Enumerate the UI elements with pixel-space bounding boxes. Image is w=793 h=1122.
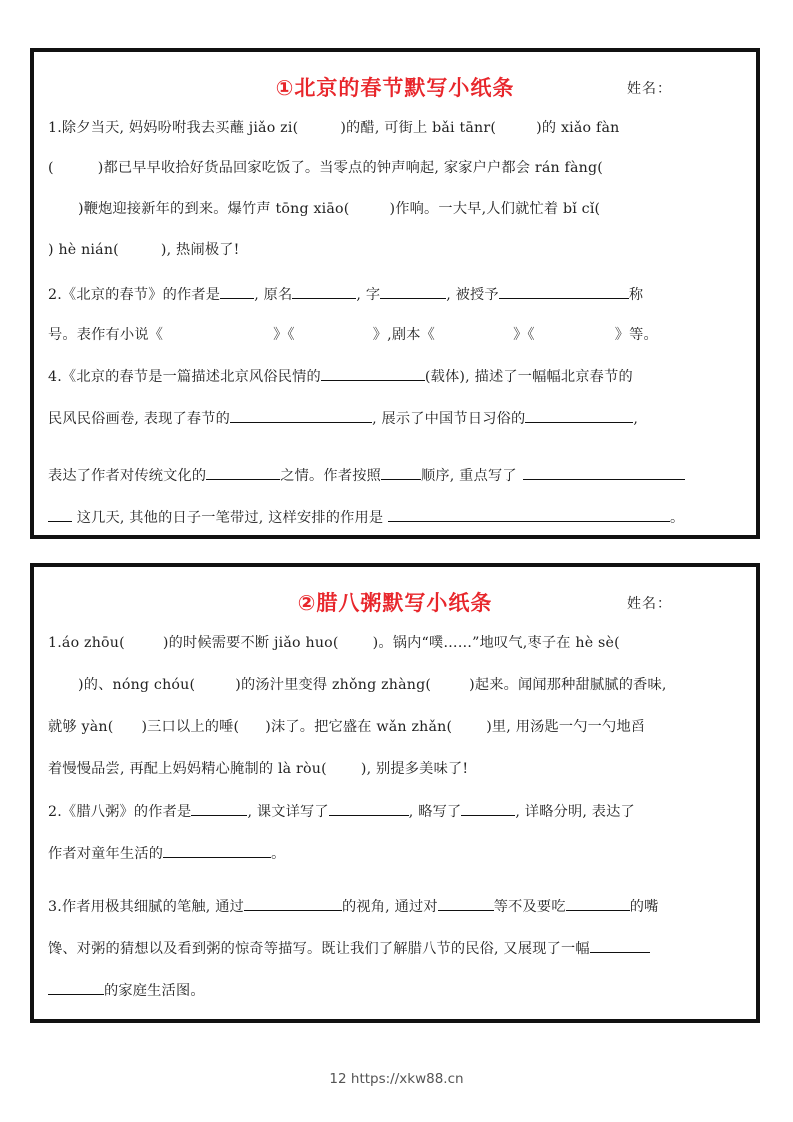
text-segment: 2.《腊八粥》的作者是 (48, 804, 192, 820)
text-segment: 的视角, 通过对 (342, 899, 438, 915)
text-segment: 》,剧本《 (372, 327, 436, 343)
text-segment: 称 (628, 287, 644, 303)
text-segment: , (633, 411, 639, 427)
question-line (48, 675, 742, 695)
text-segment: , 展示了中国节日习俗的 (372, 411, 526, 427)
name-label: 姓名： (627, 81, 672, 97)
text-segment: , 详略分明, 表达了 (515, 804, 635, 820)
card-header (34, 587, 756, 623)
question-line (48, 843, 742, 864)
answer-blank[interactable] (499, 284, 629, 299)
dictation-card-beijing-spring-festival (30, 48, 760, 539)
text-segment: 1.除夕当天, 妈妈吩咐我去买蘸 jiǎo zi( (48, 120, 299, 136)
question-line (48, 284, 742, 305)
text-segment: )的汤汁里变得 zhǒng zhàng( (235, 677, 432, 693)
answer-blank[interactable] (230, 408, 372, 423)
answer-blank[interactable] (48, 980, 104, 995)
answer-blank[interactable] (163, 843, 271, 858)
text-segment: 。 (670, 510, 685, 526)
question-line (48, 465, 742, 486)
card-title: ②腊八粥默写小纸条 (297, 591, 493, 615)
question-line (48, 158, 742, 178)
answer-blank[interactable] (381, 465, 421, 480)
text-segment: 》《 (273, 327, 295, 343)
text-segment: )沫了。把它盛在 wǎn zhǎn( (265, 719, 453, 735)
answer-blank[interactable] (380, 284, 446, 299)
question-line (48, 759, 742, 779)
text-segment: 。 (271, 846, 286, 862)
answer-blank[interactable] (388, 507, 670, 522)
text-segment: 等不及要吃 (493, 899, 566, 915)
text-segment: )的 xiǎo fàn (536, 120, 620, 136)
question-line (48, 896, 742, 917)
card-header (34, 72, 756, 108)
text-segment: 这几天, 其他的日子一笔带过, 这样安排的作用是 (72, 510, 389, 526)
text-segment: ), 别提多美味了! (360, 761, 469, 777)
text-segment: ( (48, 160, 54, 176)
question-line (48, 240, 742, 260)
text-segment: )都已早早收拾好货品回家吃饭了。当零点的钟声响起, 家家户户都会 rán fàng( (97, 160, 604, 176)
card-title: ①北京的春节默写小纸条 (275, 76, 515, 100)
answer-blank[interactable] (461, 801, 515, 816)
text-segment: ) hè nián( (48, 242, 119, 258)
text-segment: 3.作者用极其细腻的笔触, 通过 (48, 899, 245, 915)
text-segment: )起来。闻闻那种甜腻腻的香味, (469, 677, 667, 693)
question-line (48, 408, 742, 429)
text-segment: , 略写了 (408, 804, 462, 820)
text-segment: , 被授予 (446, 287, 499, 303)
question-line (48, 633, 742, 653)
question-line (48, 325, 742, 345)
text-segment: )鞭炮迎接新年的到来。爆竹声 tōng xiāo( (78, 201, 350, 217)
text-segment: 表达了作者对传统文化的 (48, 468, 207, 484)
text-segment: 1.áo zhōu( (48, 635, 125, 651)
answer-blank[interactable] (206, 465, 280, 480)
text-segment: )的、nóng chóu( (78, 677, 196, 693)
text-segment: 就够 yàn( (48, 719, 114, 735)
text-segment: (载体), 描述了一幅幅北京春节的 (424, 369, 633, 385)
text-segment: 》《 (513, 327, 535, 343)
question-line (48, 717, 742, 737)
question-line (48, 199, 742, 219)
text-segment: )。锅内“噗……”地叹气,枣子在 hè sè( (372, 635, 620, 651)
text-segment: )的醋, 可街上 bǎi tānr( (340, 120, 497, 136)
text-segment: 作者对童年生活的 (48, 846, 164, 862)
answer-blank[interactable] (525, 408, 633, 423)
text-segment: )三口以上的唾( (141, 719, 240, 735)
text-segment: 的家庭生活图。 (104, 983, 205, 999)
answer-blank[interactable] (566, 896, 630, 911)
answer-blank[interactable] (244, 896, 342, 911)
question-line (48, 938, 742, 959)
question-line (48, 980, 742, 1001)
text-segment: 的嘴 (629, 899, 659, 915)
answer-blank[interactable] (590, 938, 650, 953)
question-line (48, 118, 742, 138)
answer-blank[interactable] (523, 465, 685, 480)
source-url: https://xkw88.cn (350, 1071, 464, 1087)
page-footer (0, 1071, 793, 1087)
text-segment: 之情。作者按照 (280, 468, 381, 484)
question-line (48, 801, 742, 822)
text-segment: 顺序, 重点写了 (420, 468, 517, 484)
text-segment: , 课文详写了 (247, 804, 329, 820)
name-label: 姓名： (627, 596, 672, 612)
dictation-card-laba-porridge (30, 563, 760, 1023)
text-segment: , 字 (356, 287, 381, 303)
text-segment: ), 热闹极了! (160, 242, 240, 258)
text-segment: )作响。一大早,人们就忙着 bǐ cǐ( (389, 201, 601, 217)
answer-blank[interactable] (329, 801, 409, 816)
answer-blank[interactable] (438, 896, 494, 911)
text-segment: , 原名 (254, 287, 293, 303)
question-line (48, 366, 742, 387)
text-segment: 着慢慢品尝, 再配上妈妈精心腌制的 là ròu( (48, 761, 327, 777)
text-segment: 民风民俗画卷, 表现了春节的 (48, 411, 231, 427)
text-segment: 4.《北京的春节是一篇描述北京风俗民情的 (48, 369, 321, 385)
answer-blank[interactable] (191, 801, 247, 816)
answer-blank[interactable] (48, 507, 72, 522)
text-segment: )里, 用汤匙一勺一勺地舀 (486, 719, 646, 735)
answer-blank[interactable] (321, 366, 425, 381)
page-number: 12 (329, 1071, 347, 1087)
text-segment: 号。表作有小说《 (48, 327, 164, 343)
answer-blank[interactable] (220, 284, 254, 299)
answer-blank[interactable] (292, 284, 356, 299)
text-segment: 2.《北京的春节》的作者是 (48, 287, 221, 303)
text-segment: 》等。 (614, 327, 658, 343)
question-line (48, 507, 742, 528)
text-segment: )的时候需要不断 jiǎo huo( (162, 635, 339, 651)
text-segment: 馋、对粥的猜想以及看到粥的惊奇等描写。既让我们了解腊八节的民俗, 又展现了一幅 (48, 941, 590, 957)
